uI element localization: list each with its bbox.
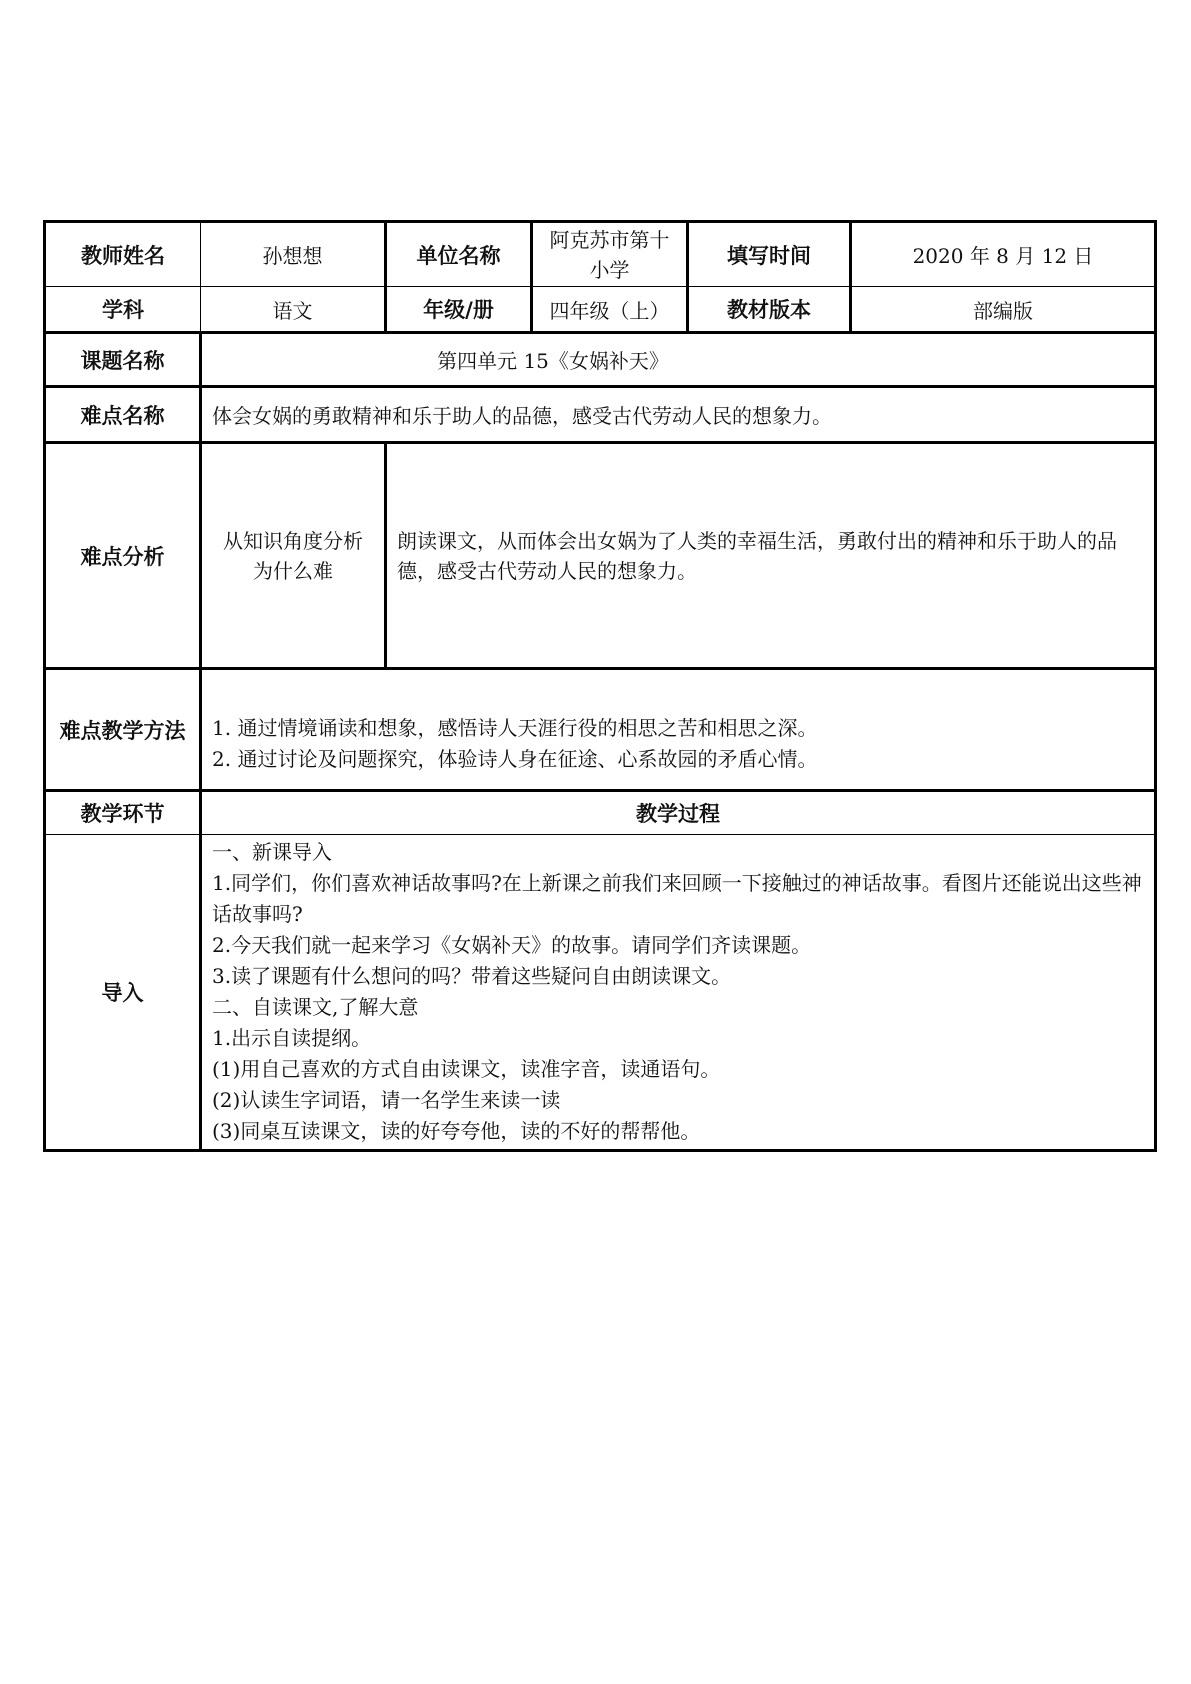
fill-date-label: 填写时间 — [688, 222, 851, 287]
stage-name: 导入 — [45, 835, 201, 1151]
teacher-name-label: 教师姓名 — [45, 222, 201, 287]
fill-date-value: 2020 年 8 月 12 日 — [851, 222, 1156, 287]
difficulty-value: 体会女娲的勇敢精神和乐于助人的品德，感受古代劳动人民的想象力。 — [201, 387, 1156, 443]
lesson-title-value: 第四单元 15《女娲补天》 — [201, 333, 1156, 387]
method-item: 2. 通过讨论及问题探究，体验诗人身在征途、心系故园的矛盾心情。 — [212, 747, 818, 771]
subject-label: 学科 — [45, 287, 201, 333]
stage-header: 教学环节 — [45, 791, 201, 835]
analysis-label: 难点分析 — [45, 443, 201, 669]
lesson-plan-table — [43, 220, 1157, 1152]
process-line: (1)用自己喜欢的方式自由读课文，读准字音，读通语句。 — [212, 1057, 721, 1081]
difficulty-label: 难点名称 — [45, 387, 201, 443]
analysis-value: 朗读课文，从而体会出女娲为了人类的幸福生活，勇敢付出的精神和乐于助人的品德，感受古代劳动人民的想象力。 — [386, 443, 1156, 669]
analysis-row — [45, 443, 1156, 669]
grade-value: 四年级（上） — [532, 287, 688, 333]
title-row — [45, 333, 1156, 387]
process-line: 1.同学们，你们喜欢神话故事吗?在上新课之前我们来回顾一下接触过的神话故事。看图片还能说出这些神话故事吗? — [212, 871, 1142, 926]
header-row-2 — [45, 287, 1156, 333]
process-header: 教学过程 — [201, 791, 1156, 835]
process-line: 1.出示自读提纲。 — [212, 1026, 372, 1050]
header-row-1 — [45, 222, 1156, 287]
lesson-title-label: 课题名称 — [45, 333, 201, 387]
grade-label: 年级/册 — [386, 287, 532, 333]
process-line: (2)认读生字词语，请一名学生来读一读 — [212, 1088, 561, 1112]
analysis-sub-label: 从知识角度分析为什么难 — [201, 443, 386, 669]
process-line: 一、新课导入 — [212, 840, 332, 864]
process-line: 2.今天我们就一起来学习《女娲补天》的故事。请同学们齐读课题。 — [212, 933, 812, 957]
edition-label: 教材版本 — [688, 287, 851, 333]
unit-name-value: 阿克苏市第十小学 — [532, 222, 688, 287]
process-row — [45, 835, 1156, 1151]
process-line: 二、自读课文,了解大意 — [212, 995, 419, 1019]
subject-value: 语文 — [201, 287, 386, 333]
process-line: 3.读了课题有什么想问的吗？带着这些疑问自由朗读课文。 — [212, 964, 732, 988]
method-row — [45, 669, 1156, 791]
unit-name-label: 单位名称 — [386, 222, 532, 287]
difficulty-row — [45, 387, 1156, 443]
method-list — [201, 669, 1156, 791]
process-content — [201, 835, 1156, 1151]
method-label: 难点教学方法 — [45, 669, 201, 791]
edition-value: 部编版 — [851, 287, 1156, 333]
method-item: 1. 通过情境诵读和想象，感悟诗人天涯行役的相思之苦和相思之深。 — [212, 716, 818, 740]
teacher-name-value: 孙想想 — [201, 222, 386, 287]
process-line: (3)同桌互读课文，读的好夸夸他，读的不好的帮帮他。 — [212, 1119, 701, 1143]
process-header-row — [45, 791, 1156, 835]
